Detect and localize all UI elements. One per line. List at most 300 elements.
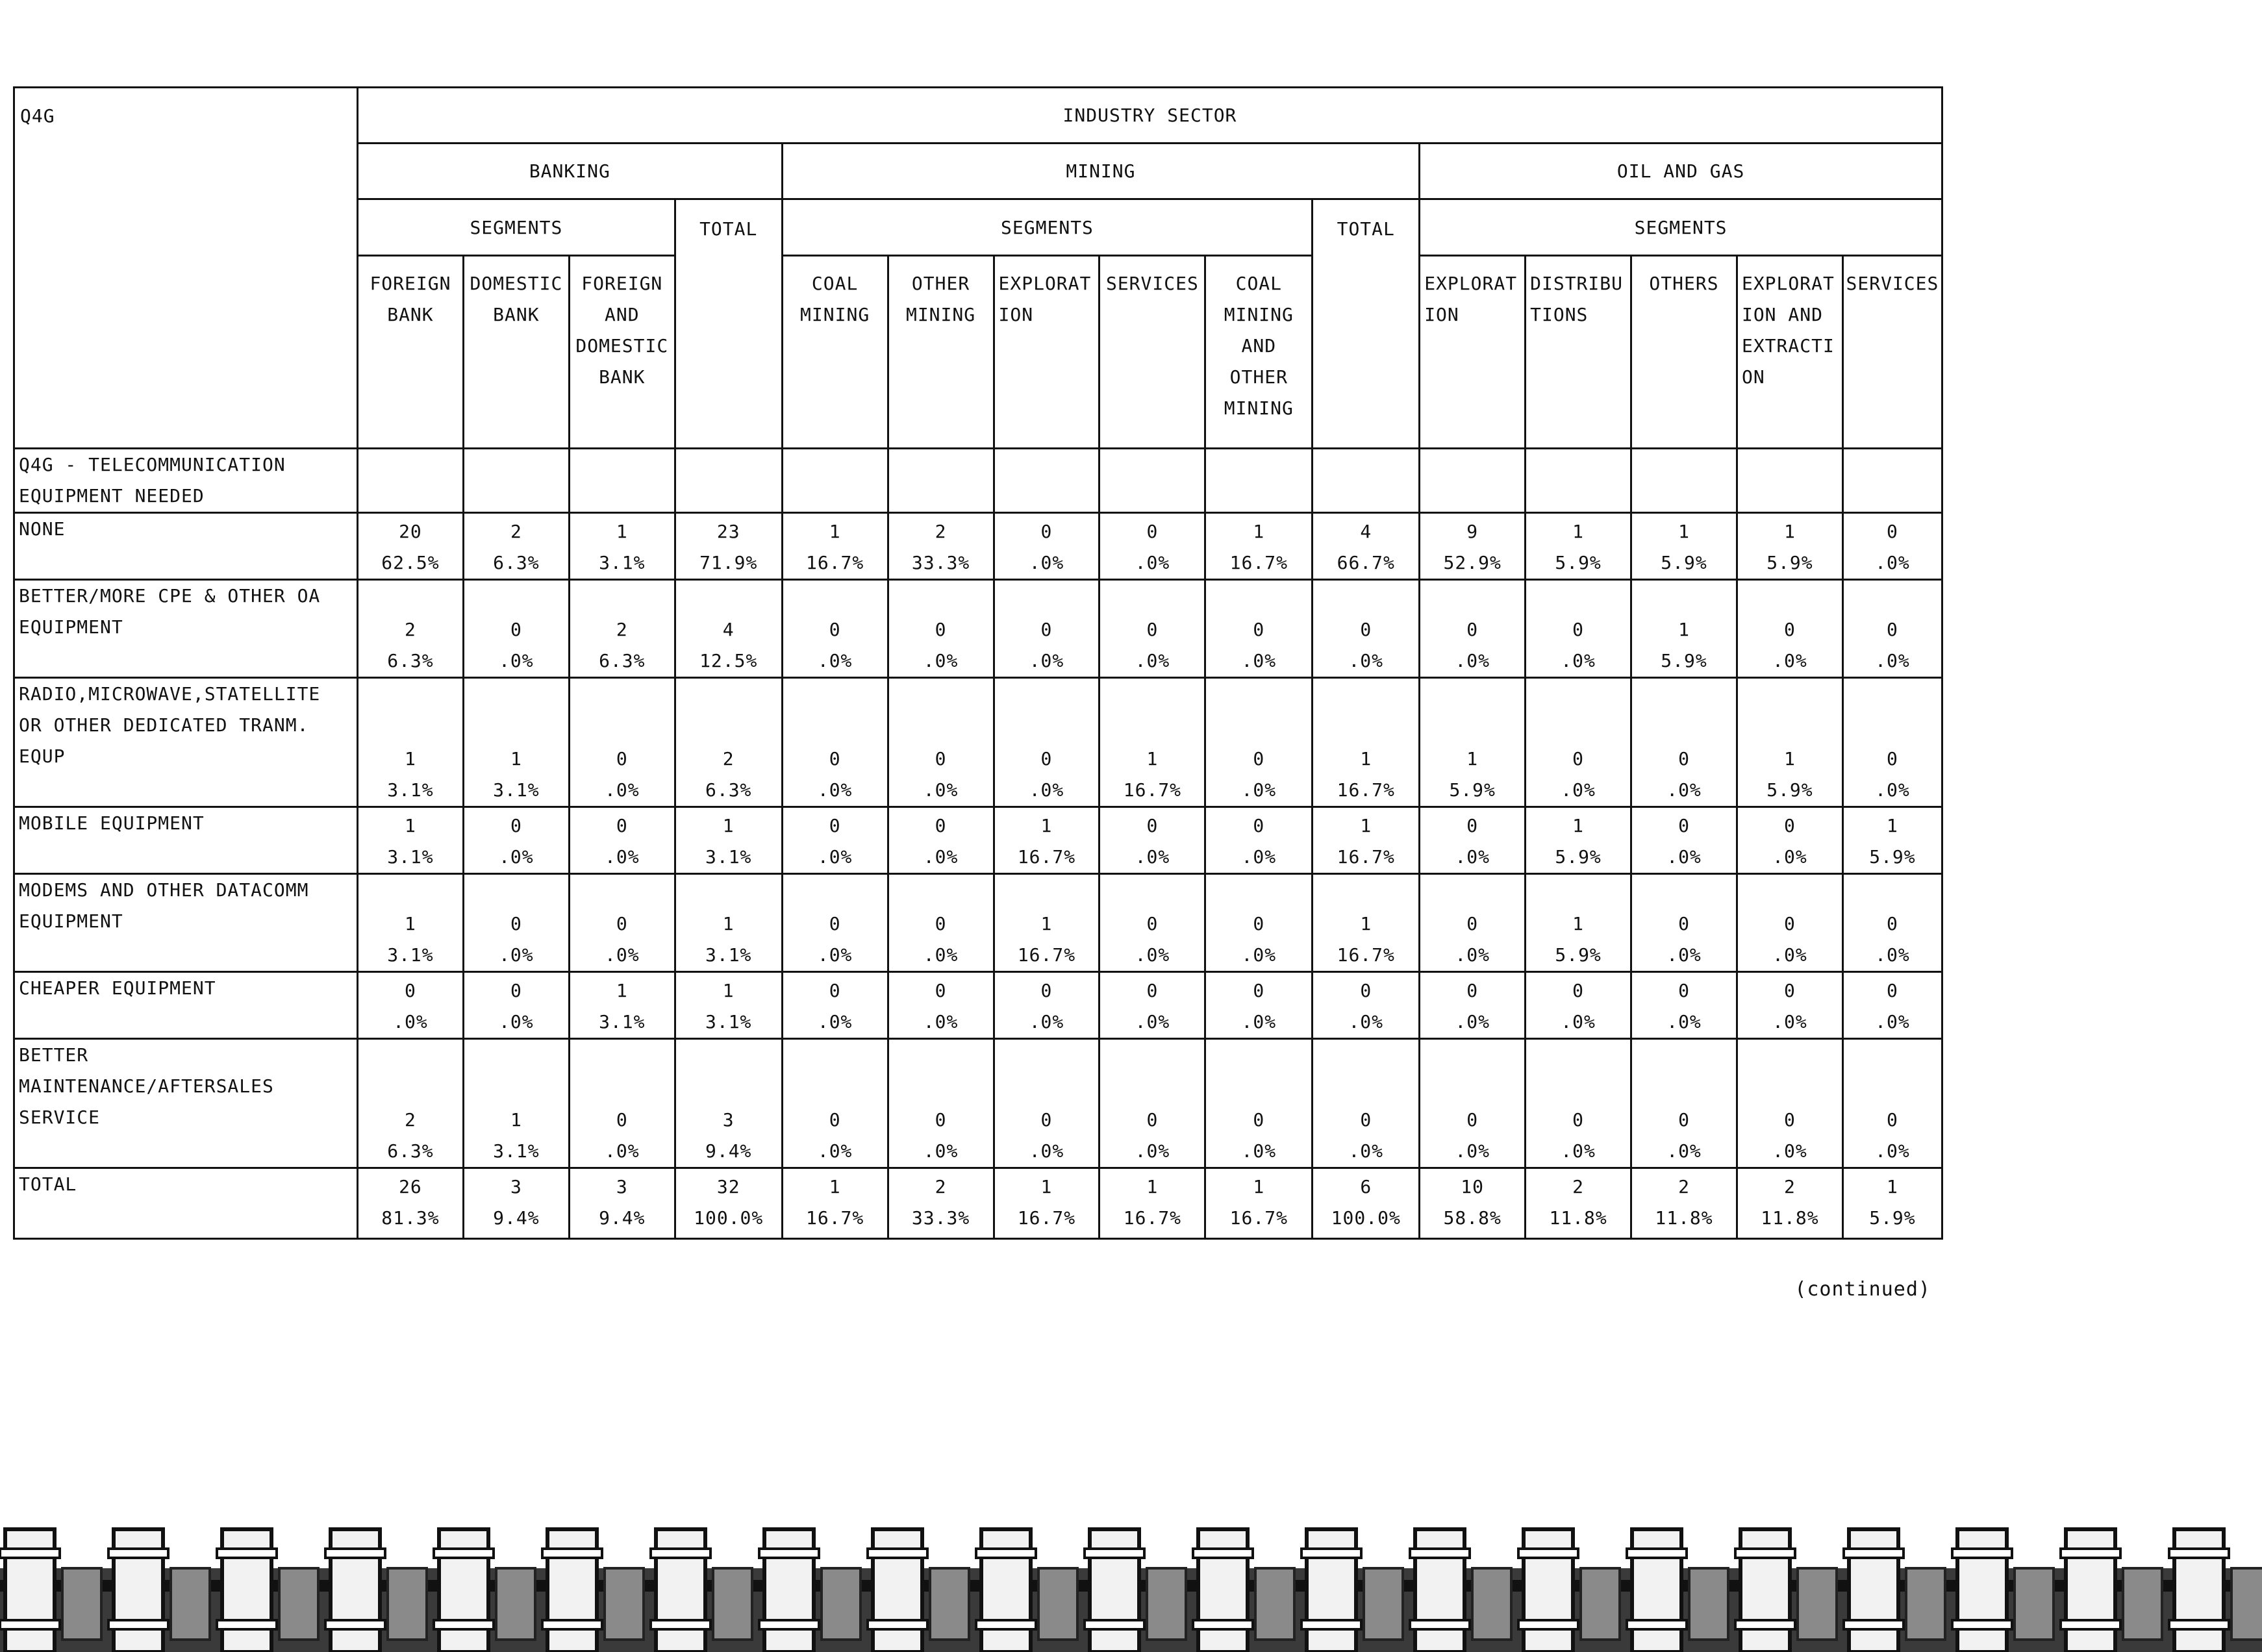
percent-value: .0% xyxy=(1561,1140,1596,1162)
empty-cell xyxy=(569,449,675,513)
count-value: 0 xyxy=(935,980,947,1001)
count-value: 0 xyxy=(1678,815,1690,836)
count-value: 1 xyxy=(1040,815,1053,836)
percent-value: .0% xyxy=(923,944,959,966)
value-cell xyxy=(1313,580,1420,678)
percent-value: .0% xyxy=(1029,1011,1064,1032)
value-cell xyxy=(1313,678,1420,807)
spiral-binding-image xyxy=(0,1523,2262,1652)
value-cell xyxy=(994,972,1100,1039)
percent-value: 3.1% xyxy=(493,1140,540,1162)
row-label xyxy=(14,513,358,580)
count-value: 1 xyxy=(1360,815,1372,836)
percent-value: 16.7% xyxy=(1337,846,1395,868)
banking-total-header: TOTAL xyxy=(675,199,782,449)
percent-value: .0% xyxy=(1561,1011,1596,1032)
binding-coil-icon xyxy=(217,1529,318,1652)
value-cell xyxy=(569,1039,675,1168)
value-cell xyxy=(888,678,994,807)
section-title xyxy=(14,449,358,513)
percent-value: .0% xyxy=(1455,1140,1490,1162)
count-value: 2 xyxy=(1572,1176,1585,1197)
percent-value: .0% xyxy=(1875,1140,1910,1162)
count-value: 0 xyxy=(616,913,628,934)
value-cell xyxy=(1842,972,1942,1039)
count-value: 0 xyxy=(1678,1109,1690,1131)
value-cell xyxy=(1420,580,1526,678)
count-value: 0 xyxy=(829,1109,841,1131)
count-value: 0 xyxy=(1146,980,1159,1001)
value-cell xyxy=(675,580,782,678)
value-cell xyxy=(463,678,569,807)
percent-value: .0% xyxy=(1241,779,1277,801)
percent-value: .0% xyxy=(1875,779,1910,801)
continued-note: (continued) xyxy=(1794,1278,1931,1301)
count-value: 0 xyxy=(510,913,522,934)
empty-cell xyxy=(1100,449,1205,513)
percent-value: .0% xyxy=(499,846,534,868)
value-cell xyxy=(782,807,888,874)
percent-value: 5.9% xyxy=(1449,779,1496,801)
count-value: 0 xyxy=(1572,619,1585,640)
percent-value: .0% xyxy=(817,944,853,966)
count-value: 0 xyxy=(935,1109,947,1131)
value-cell xyxy=(1842,513,1942,580)
value-cell xyxy=(463,807,569,874)
percent-value: 58.8% xyxy=(1443,1207,1502,1229)
count-value: 3 xyxy=(510,1176,522,1197)
value-cell xyxy=(1205,874,1313,972)
value-cell xyxy=(357,1039,463,1168)
percent-value: .0% xyxy=(1666,846,1702,868)
binding-coil-icon xyxy=(1301,1529,1403,1652)
percent-value: 6.3% xyxy=(599,650,646,671)
value-cell xyxy=(1205,1039,1313,1168)
value-cell xyxy=(1313,1168,1420,1239)
percent-value: 3.1% xyxy=(705,944,752,966)
row-label xyxy=(14,580,358,678)
empty-cell xyxy=(994,449,1100,513)
value-cell xyxy=(463,874,569,972)
percent-value: .0% xyxy=(817,650,853,671)
percent-value: .0% xyxy=(923,779,959,801)
binding-coil-icon xyxy=(2169,1529,2262,1652)
percent-value: .0% xyxy=(1772,846,1807,868)
row-label xyxy=(14,874,358,972)
value-cell xyxy=(1420,678,1526,807)
count-value: 0 xyxy=(616,815,628,836)
percent-value: 11.8% xyxy=(1761,1207,1819,1229)
value-cell xyxy=(782,513,888,580)
percent-value: .0% xyxy=(1348,1140,1384,1162)
row-label-text: MODEMS AND OTHER DATACOMM EQUIPMENT xyxy=(19,879,309,932)
value-cell xyxy=(569,807,675,874)
percent-value: .0% xyxy=(1772,944,1807,966)
data-table-sheet xyxy=(13,86,1943,1229)
percent-value: .0% xyxy=(1029,650,1064,671)
row-label xyxy=(14,972,358,1039)
value-cell xyxy=(1526,678,1631,807)
value-cell xyxy=(357,972,463,1039)
count-value: 0 xyxy=(1360,1109,1372,1131)
empty-cell xyxy=(1420,449,1526,513)
count-value: 0 xyxy=(1466,619,1479,640)
value-cell xyxy=(1420,513,1526,580)
table-row xyxy=(14,807,1942,874)
value-cell xyxy=(888,1168,994,1239)
percent-value: .0% xyxy=(1455,944,1490,966)
binding-coil-icon xyxy=(1410,1529,1511,1652)
value-cell xyxy=(1205,972,1313,1039)
count-value: 1 xyxy=(1784,748,1796,770)
count-value: 0 xyxy=(1887,980,1898,1001)
count-value: 1 xyxy=(405,913,416,934)
value-cell xyxy=(1313,972,1420,1039)
percent-value: .0% xyxy=(1135,650,1170,671)
value-cell xyxy=(357,678,463,807)
value-cell xyxy=(1100,513,1205,580)
count-value: 1 xyxy=(722,980,735,1001)
value-cell xyxy=(675,807,782,874)
banking-segments-header: SEGMENTS xyxy=(357,199,675,256)
count-value: 0 xyxy=(1678,980,1690,1001)
percent-value: .0% xyxy=(1241,650,1277,671)
percent-value: 5.9% xyxy=(1661,650,1707,671)
binding-coil-icon xyxy=(1085,1529,1186,1652)
value-cell xyxy=(569,513,675,580)
value-cell xyxy=(1842,1168,1942,1239)
count-value: 0 xyxy=(935,913,947,934)
value-cell xyxy=(782,580,888,678)
percent-value: .0% xyxy=(1455,650,1490,671)
percent-value: .0% xyxy=(1666,1140,1702,1162)
percent-value: .0% xyxy=(1135,944,1170,966)
percent-value: .0% xyxy=(393,1011,428,1032)
row-label-text: CHEAPER EQUIPMENT xyxy=(19,977,216,999)
count-value: 1 xyxy=(1572,815,1585,836)
value-cell xyxy=(782,874,888,972)
percent-value: .0% xyxy=(1241,1011,1277,1032)
percent-value: 5.9% xyxy=(1869,1207,1916,1229)
table-row xyxy=(14,972,1942,1039)
count-value: 1 xyxy=(1466,748,1479,770)
percent-value: 3.1% xyxy=(387,846,434,868)
count-value: 1 xyxy=(722,913,735,934)
percent-value: 100.0% xyxy=(694,1207,764,1229)
percent-value: 5.9% xyxy=(1766,779,1813,801)
binding-coil-icon xyxy=(1193,1529,1294,1652)
value-cell xyxy=(357,580,463,678)
count-value: 1 xyxy=(1146,1176,1159,1197)
row-label-text: NONE xyxy=(19,518,66,540)
percent-value: 12.5% xyxy=(699,650,758,671)
value-cell xyxy=(1205,580,1313,678)
empty-cell xyxy=(1205,449,1313,513)
empty-cell xyxy=(1631,449,1737,513)
count-value: 0 xyxy=(1360,619,1372,640)
percent-value: .0% xyxy=(1455,1011,1490,1032)
count-value: 0 xyxy=(935,815,947,836)
value-cell xyxy=(463,513,569,580)
value-cell xyxy=(357,513,463,580)
percent-value: 52.9% xyxy=(1443,552,1502,573)
percent-value: .0% xyxy=(1772,1011,1807,1032)
binding-coil-icon xyxy=(108,1529,210,1652)
value-cell xyxy=(1100,972,1205,1039)
value-cell xyxy=(888,513,994,580)
value-cell xyxy=(569,972,675,1039)
empty-cell xyxy=(888,449,994,513)
value-cell xyxy=(357,807,463,874)
value-cell xyxy=(1737,874,1842,972)
percent-value: .0% xyxy=(605,1140,640,1162)
count-value: 0 xyxy=(1784,913,1796,934)
percent-value: .0% xyxy=(817,779,853,801)
percent-value: 16.7% xyxy=(1017,944,1076,966)
percent-value: .0% xyxy=(923,846,959,868)
percent-value: 100.0% xyxy=(1331,1207,1401,1229)
value-cell xyxy=(1737,580,1842,678)
count-value: 0 xyxy=(1146,815,1159,836)
count-value: 0 xyxy=(1784,1109,1796,1131)
row-label-text: BETTER MAINTENANCE/AFTERSALES SERVICE xyxy=(19,1044,274,1128)
value-cell xyxy=(675,1168,782,1239)
count-value: 10 xyxy=(1461,1176,1485,1197)
binding-coil-icon xyxy=(976,1529,1077,1652)
table-row xyxy=(14,513,1942,580)
value-cell xyxy=(994,513,1100,580)
count-value: 0 xyxy=(829,619,841,640)
count-value: 1 xyxy=(1253,1176,1265,1197)
count-value: 1 xyxy=(1887,1176,1898,1197)
percent-value: .0% xyxy=(1348,1011,1384,1032)
value-cell xyxy=(1631,513,1737,580)
count-value: 20 xyxy=(399,521,422,542)
empty-cell xyxy=(675,449,782,513)
percent-value: 16.7% xyxy=(1229,1207,1288,1229)
percent-value: .0% xyxy=(1666,1011,1702,1032)
value-cell xyxy=(782,678,888,807)
value-cell xyxy=(1526,1168,1631,1239)
value-cell xyxy=(994,580,1100,678)
count-value: 0 xyxy=(1784,815,1796,836)
percent-value: .0% xyxy=(1348,650,1384,671)
value-cell xyxy=(888,972,994,1039)
count-value: 0 xyxy=(1678,913,1690,934)
value-cell xyxy=(1526,972,1631,1039)
percent-value: .0% xyxy=(1875,1011,1910,1032)
percent-value: 5.9% xyxy=(1555,944,1602,966)
value-cell xyxy=(888,580,994,678)
percent-value: .0% xyxy=(499,944,534,966)
percent-value: 5.9% xyxy=(1766,552,1813,573)
value-cell xyxy=(1100,1168,1205,1239)
row-label-text: MOBILE EQUIPMENT xyxy=(19,812,205,834)
percent-value: .0% xyxy=(605,846,640,868)
value-cell xyxy=(1526,580,1631,678)
row-label-text: TOTAL xyxy=(19,1173,77,1195)
value-cell xyxy=(1526,874,1631,972)
value-cell xyxy=(569,1168,675,1239)
percent-value: 3.1% xyxy=(705,1011,752,1032)
value-cell xyxy=(782,972,888,1039)
table-row xyxy=(14,1039,1942,1168)
value-cell xyxy=(1205,807,1313,874)
segment-header: COAL MINING xyxy=(782,256,888,449)
count-value: 1 xyxy=(510,748,522,770)
count-value: 2 xyxy=(935,521,947,542)
value-cell xyxy=(1842,807,1942,874)
percent-value: 5.9% xyxy=(1869,846,1916,868)
value-cell xyxy=(357,1168,463,1239)
table-row xyxy=(14,1168,1942,1239)
count-value: 1 xyxy=(510,1109,522,1131)
percent-value: 3.1% xyxy=(493,779,540,801)
count-value: 0 xyxy=(1146,521,1159,542)
count-value: 6 xyxy=(1360,1176,1372,1197)
binding-coil-icon xyxy=(1627,1529,1728,1652)
segment-header: EXPLORAT ION AND EXTRACTI ON xyxy=(1737,256,1842,449)
count-value: 1 xyxy=(829,1176,841,1197)
count-value: 0 xyxy=(1466,913,1479,934)
value-cell xyxy=(1842,580,1942,678)
binding-coil-icon xyxy=(1518,1529,1620,1652)
count-value: 0 xyxy=(1253,619,1265,640)
row-label xyxy=(14,1168,358,1239)
value-cell xyxy=(1420,972,1526,1039)
count-value: 0 xyxy=(510,980,522,1001)
percent-value: 9.4% xyxy=(493,1207,540,1229)
count-value: 0 xyxy=(1784,619,1796,640)
percent-value: 62.5% xyxy=(381,552,440,573)
percent-value: .0% xyxy=(499,650,534,671)
count-value: 0 xyxy=(1040,980,1053,1001)
percent-value: .0% xyxy=(1561,779,1596,801)
value-cell xyxy=(1737,1039,1842,1168)
value-cell xyxy=(1313,513,1420,580)
empty-cell xyxy=(463,449,569,513)
count-value: 2 xyxy=(1678,1176,1690,1197)
segment-header: FOREIGN AND DOMESTIC BANK xyxy=(569,256,675,449)
group-header-banking: BANKING xyxy=(357,144,782,199)
count-value: 0 xyxy=(405,980,416,1001)
count-value: 0 xyxy=(1572,748,1585,770)
section-title-text: Q4G - TELECOMMUNICATION EQUIPMENT NEEDED xyxy=(19,454,286,507)
value-cell xyxy=(1842,1039,1942,1168)
value-cell xyxy=(1100,678,1205,807)
percent-value: .0% xyxy=(1029,779,1064,801)
value-cell xyxy=(1100,807,1205,874)
binding-coil-icon xyxy=(1952,1529,2054,1652)
percent-value: 6.3% xyxy=(387,650,434,671)
value-cell xyxy=(1631,807,1737,874)
count-value: 0 xyxy=(1887,748,1898,770)
binding-coil-icon xyxy=(651,1529,752,1652)
value-cell xyxy=(1631,874,1737,972)
percent-value: .0% xyxy=(1135,846,1170,868)
value-cell xyxy=(463,1039,569,1168)
count-value: 4 xyxy=(1360,521,1372,542)
percent-value: 71.9% xyxy=(699,552,758,573)
value-cell xyxy=(1420,807,1526,874)
segment-header: DISTRIBU TIONS xyxy=(1526,256,1631,449)
percent-value: .0% xyxy=(1135,1140,1170,1162)
binding-coil-icon xyxy=(759,1529,861,1652)
percent-value: 16.7% xyxy=(1017,1207,1076,1229)
percent-value: .0% xyxy=(923,1011,959,1032)
empty-cell xyxy=(1842,449,1942,513)
value-cell xyxy=(1737,678,1842,807)
count-value: 9 xyxy=(1466,521,1479,542)
percent-value: .0% xyxy=(1135,1011,1170,1032)
value-cell xyxy=(782,1168,888,1239)
count-value: 1 xyxy=(616,521,628,542)
percent-value: 9.4% xyxy=(705,1140,752,1162)
count-value: 1 xyxy=(405,815,416,836)
count-value: 1 xyxy=(1572,913,1585,934)
count-value: 32 xyxy=(716,1176,740,1197)
count-value: 3 xyxy=(722,1109,735,1131)
count-value: 1 xyxy=(722,815,735,836)
empty-cell xyxy=(782,449,888,513)
count-value: 0 xyxy=(1360,980,1372,1001)
value-cell xyxy=(569,678,675,807)
value-cell xyxy=(888,874,994,972)
count-value: 0 xyxy=(1887,619,1898,640)
count-value: 1 xyxy=(1360,913,1372,934)
value-cell xyxy=(1100,580,1205,678)
mining-total-header: TOTAL xyxy=(1313,199,1420,449)
percent-value: .0% xyxy=(1455,846,1490,868)
count-value: 0 xyxy=(1253,815,1265,836)
empty-cell xyxy=(1526,449,1631,513)
percent-value: 6.3% xyxy=(493,552,540,573)
value-cell xyxy=(1100,1039,1205,1168)
value-cell xyxy=(1526,807,1631,874)
row-label-text: BETTER/MORE CPE & OTHER OA EQUIPMENT xyxy=(19,585,321,638)
count-value: 0 xyxy=(616,1109,628,1131)
percent-value: 33.3% xyxy=(911,1207,970,1229)
group-header-mining: MINING xyxy=(782,144,1420,199)
value-cell xyxy=(675,972,782,1039)
percent-value: 16.7% xyxy=(1337,944,1395,966)
percent-value: 5.9% xyxy=(1555,846,1602,868)
percent-value: 16.7% xyxy=(1229,552,1288,573)
value-cell xyxy=(1420,874,1526,972)
binding-coil-icon xyxy=(1844,1529,1945,1652)
percent-value: 3.1% xyxy=(599,552,646,573)
value-cell xyxy=(1420,1039,1526,1168)
percent-value: 6.3% xyxy=(705,779,752,801)
count-value: 0 xyxy=(1146,913,1159,934)
count-value: 0 xyxy=(1040,619,1053,640)
value-cell xyxy=(888,807,994,874)
segment-header: SERVICES xyxy=(1100,256,1205,449)
industry-sector-header: INDUSTRY SECTOR xyxy=(357,88,1942,144)
percent-value: .0% xyxy=(1666,944,1702,966)
segment-header: COAL MINING AND OTHER MINING xyxy=(1205,256,1313,449)
count-value: 0 xyxy=(1887,913,1898,934)
table-body xyxy=(14,449,1942,1239)
percent-value: .0% xyxy=(1772,650,1807,671)
section-title-row xyxy=(14,449,1942,513)
percent-value: .0% xyxy=(817,846,853,868)
empty-cell xyxy=(357,449,463,513)
count-value: 1 xyxy=(1253,521,1265,542)
percent-value: 33.3% xyxy=(911,552,970,573)
percent-value: .0% xyxy=(923,650,959,671)
percent-value: .0% xyxy=(1875,552,1910,573)
